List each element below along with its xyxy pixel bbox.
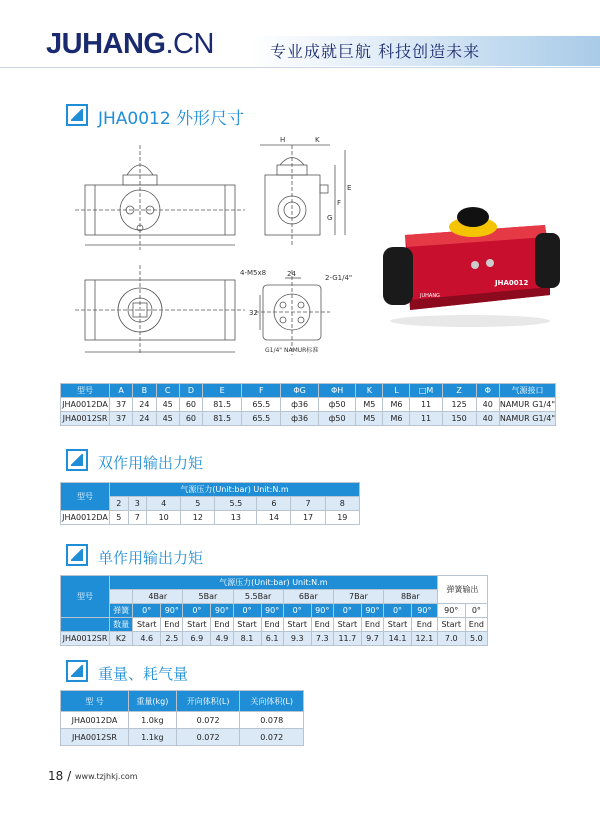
col-header: B — [133, 384, 156, 398]
weight-table — [60, 690, 304, 746]
col-header: D — [179, 384, 202, 398]
table-cell: 5.0 — [465, 632, 487, 646]
col-header: 开向体积(L) — [176, 691, 240, 712]
table-row — [61, 712, 304, 729]
table-cell: 19 — [325, 511, 359, 525]
brand-logo: JUHANG.CN — [46, 28, 214, 60]
table-cell: 0.078 — [240, 712, 304, 729]
table-row — [61, 729, 304, 746]
actuator-side-body — [265, 175, 320, 235]
table-cell: 11 — [410, 412, 442, 426]
dim-label-port: 2-G1/4" — [325, 274, 353, 282]
pressure-header: 气源压力(Unit:bar) Unit:N.m — [110, 576, 438, 590]
dimension-table — [60, 383, 556, 426]
table-cell: 0° — [333, 604, 361, 618]
table-cell: JHA0012DA — [61, 398, 110, 412]
col-header: C — [156, 384, 179, 398]
dim-label-24: 24 — [287, 270, 296, 278]
table-cell: 0° — [383, 604, 411, 618]
table-cell: 65.5 — [242, 412, 281, 426]
table-row — [61, 632, 488, 646]
table-cell: M5 — [356, 398, 383, 412]
table-cell: 8Bar — [383, 590, 437, 604]
table-cell: 0.072 — [240, 729, 304, 746]
table-cell: 11 — [410, 398, 442, 412]
table-cell: 90° — [161, 604, 183, 618]
table-cell: 65.5 — [242, 398, 281, 412]
table-cell: 弹簧 — [110, 604, 133, 618]
col-header: F — [242, 384, 281, 398]
table-cell: 6 — [257, 497, 291, 511]
table-cell: End — [211, 618, 233, 632]
table-cell: M5 — [356, 412, 383, 426]
table-cell: 5 — [110, 511, 129, 525]
col-header: ΦH — [318, 384, 356, 398]
table-row — [61, 483, 360, 497]
table-cell: JHA0012DA — [61, 712, 129, 729]
table-cell: 4 — [147, 497, 181, 511]
table-cell: JHA0012SR — [61, 729, 129, 746]
table-cell: M6 — [383, 412, 410, 426]
table-cell: 37 — [110, 398, 133, 412]
table-cell: 10 — [147, 511, 181, 525]
table-cell: End — [412, 618, 438, 632]
table-cell: 60 — [179, 398, 202, 412]
table-cell: 4Bar — [133, 590, 183, 604]
table-cell: 90° — [412, 604, 438, 618]
table-cell: 90° — [437, 604, 465, 618]
table-cell: 2.5 — [161, 632, 183, 646]
table-row — [61, 576, 488, 590]
section-arrow-icon — [66, 660, 88, 682]
dim-label-e: E — [347, 184, 352, 192]
col-header: 型 号 — [61, 691, 129, 712]
table-cell: End — [161, 618, 183, 632]
dim-label-h: H — [280, 136, 286, 144]
table-cell: End — [311, 618, 333, 632]
col-header: 型号 — [61, 576, 110, 618]
table-row — [61, 398, 556, 412]
table-cell: End — [261, 618, 283, 632]
single-acting-torque-table — [60, 575, 488, 646]
table-cell: 90° — [211, 604, 233, 618]
table-cell: 3 — [128, 497, 147, 511]
table-cell: ф50 — [318, 412, 356, 426]
table-cell: ф36 — [281, 412, 319, 426]
table-cell: Start — [437, 618, 465, 632]
table-cell: 7Bar — [333, 590, 383, 604]
table-cell: 24 — [133, 412, 156, 426]
table-cell — [110, 590, 133, 604]
table-cell: 8 — [325, 497, 359, 511]
page-number: 18 / — [48, 769, 72, 783]
col-header: Z — [442, 384, 476, 398]
table-cell: 90° — [311, 604, 333, 618]
col-header: □M — [410, 384, 442, 398]
table-cell: 9.7 — [361, 632, 383, 646]
table-cell: Start — [283, 618, 311, 632]
table-row — [61, 511, 360, 525]
spring-output-header: 弹簧输出 — [437, 576, 487, 604]
table-cell: 5.5 — [215, 497, 257, 511]
table-cell: 0° — [233, 604, 261, 618]
table-cell: 14 — [257, 511, 291, 525]
table-cell: 7.0 — [437, 632, 465, 646]
section-title-dimensions: JHA0012 外形尺寸 — [98, 109, 245, 129]
table-cell: 17 — [291, 511, 325, 525]
table-cell: 40 — [476, 398, 499, 412]
table-cell: 0.072 — [176, 729, 240, 746]
table-cell: Start — [233, 618, 261, 632]
table-cell: 1.0kg — [128, 712, 176, 729]
dim-label-k: K — [315, 136, 320, 144]
table-cell: 5.5Bar — [233, 590, 283, 604]
col-header: 气源接口 — [499, 384, 555, 398]
table-cell: 9.3 — [283, 632, 311, 646]
table-cell: 90° — [261, 604, 283, 618]
slogan-text: 专业成就巨航 科技创造未来 — [270, 42, 481, 61]
table-cell — [61, 618, 110, 632]
table-cell: 7 — [291, 497, 325, 511]
table-cell: 4.9 — [211, 632, 233, 646]
col-header: L — [383, 384, 410, 398]
col-header: Φ — [476, 384, 499, 398]
table-cell: 5 — [181, 497, 215, 511]
dim-label-32: 32 — [249, 309, 258, 317]
section-title-double-acting: 双作用输出力矩 — [98, 454, 204, 472]
table-row — [61, 618, 488, 632]
header-divider — [0, 67, 600, 68]
table-cell: 90° — [361, 604, 383, 618]
table-row — [61, 691, 304, 712]
col-header: 关向体积(L) — [240, 691, 304, 712]
photo-brand-label: JUHANG — [420, 293, 440, 299]
table-cell: 11.7 — [333, 632, 361, 646]
table-cell: 40 — [476, 412, 499, 426]
table-cell: JHA0012DA — [61, 511, 110, 525]
photo-model-label: JHA0012 — [495, 279, 529, 287]
double-acting-torque-table — [60, 482, 360, 525]
table-cell: 12.1 — [412, 632, 438, 646]
table-cell: 60 — [179, 412, 202, 426]
table-cell: 6.1 — [261, 632, 283, 646]
table-cell: 14.1 — [383, 632, 411, 646]
table-cell: 0° — [133, 604, 161, 618]
table-cell: End — [465, 618, 487, 632]
table-cell: JHA0012SR — [61, 412, 110, 426]
table-cell: 12 — [181, 511, 215, 525]
table-cell: Start — [183, 618, 211, 632]
table-cell: 0° — [183, 604, 211, 618]
table-cell: Start — [133, 618, 161, 632]
table-cell: M6 — [383, 398, 410, 412]
col-header: E — [203, 384, 242, 398]
table-cell: 45 — [156, 412, 179, 426]
col-header: K — [356, 384, 383, 398]
table-cell: 7.3 — [311, 632, 333, 646]
pressure-header: 气源压力(Unit:bar) Unit:N.m — [110, 483, 360, 497]
table-cell: JHA0012SR — [61, 632, 110, 646]
table-cell: Start — [383, 618, 411, 632]
table-cell: End — [361, 618, 383, 632]
table-cell: 81.5 — [203, 398, 242, 412]
table-cell: ф36 — [281, 398, 319, 412]
technical-drawing — [55, 130, 365, 375]
dim-label-g: G — [327, 214, 333, 222]
section-arrow-icon — [66, 544, 88, 566]
table-cell: 4.6 — [133, 632, 161, 646]
col-header: A — [110, 384, 133, 398]
section-title-single-acting: 单作用输出力矩 — [98, 549, 204, 567]
table-cell: 2 — [110, 497, 129, 511]
dim-label-f: F — [337, 199, 342, 207]
table-cell: NAMUR G1/4" — [499, 412, 555, 426]
table-cell: 125 — [442, 398, 476, 412]
table-cell: 150 — [442, 412, 476, 426]
table-cell: 0.072 — [176, 712, 240, 729]
table-cell: 0° — [283, 604, 311, 618]
section-arrow-icon — [66, 449, 88, 471]
table-cell: 45 — [156, 398, 179, 412]
col-header: 型号 — [61, 384, 110, 398]
table-cell: 37 — [110, 412, 133, 426]
section-arrow-icon — [66, 104, 88, 126]
table-header-row — [61, 384, 556, 398]
table-cell: 6Bar — [283, 590, 333, 604]
table-cell: 6.9 — [183, 632, 211, 646]
table-row — [61, 604, 488, 618]
dim-label-namur: G1/4" NAMUR标准 — [265, 347, 319, 354]
table-cell: 24 — [133, 398, 156, 412]
col-header: 型号 — [61, 483, 110, 511]
table-cell: 81.5 — [203, 412, 242, 426]
table-cell: 1.1kg — [128, 729, 176, 746]
actuator-photo — [375, 205, 570, 330]
table-cell: Start — [333, 618, 361, 632]
dim-label-bolts: 4-M5x8 — [240, 269, 267, 277]
table-cell: 7 — [128, 511, 147, 525]
table-cell: 13 — [215, 511, 257, 525]
table-cell: 8.1 — [233, 632, 261, 646]
table-cell: 5Bar — [183, 590, 233, 604]
col-header: 重量(kg) — [128, 691, 176, 712]
table-row — [61, 412, 556, 426]
table-cell: K2 — [110, 632, 133, 646]
col-header: ΦG — [281, 384, 319, 398]
table-cell: NAMUR G1/4" — [499, 398, 555, 412]
footer-url[interactable]: www.tzjhkj.com — [75, 772, 138, 781]
section-title-weight: 重量、耗气量 — [98, 665, 189, 683]
table-cell: 数量 — [110, 618, 133, 632]
table-cell: 0° — [465, 604, 487, 618]
table-row — [61, 590, 488, 604]
table-cell: ф50 — [318, 398, 356, 412]
